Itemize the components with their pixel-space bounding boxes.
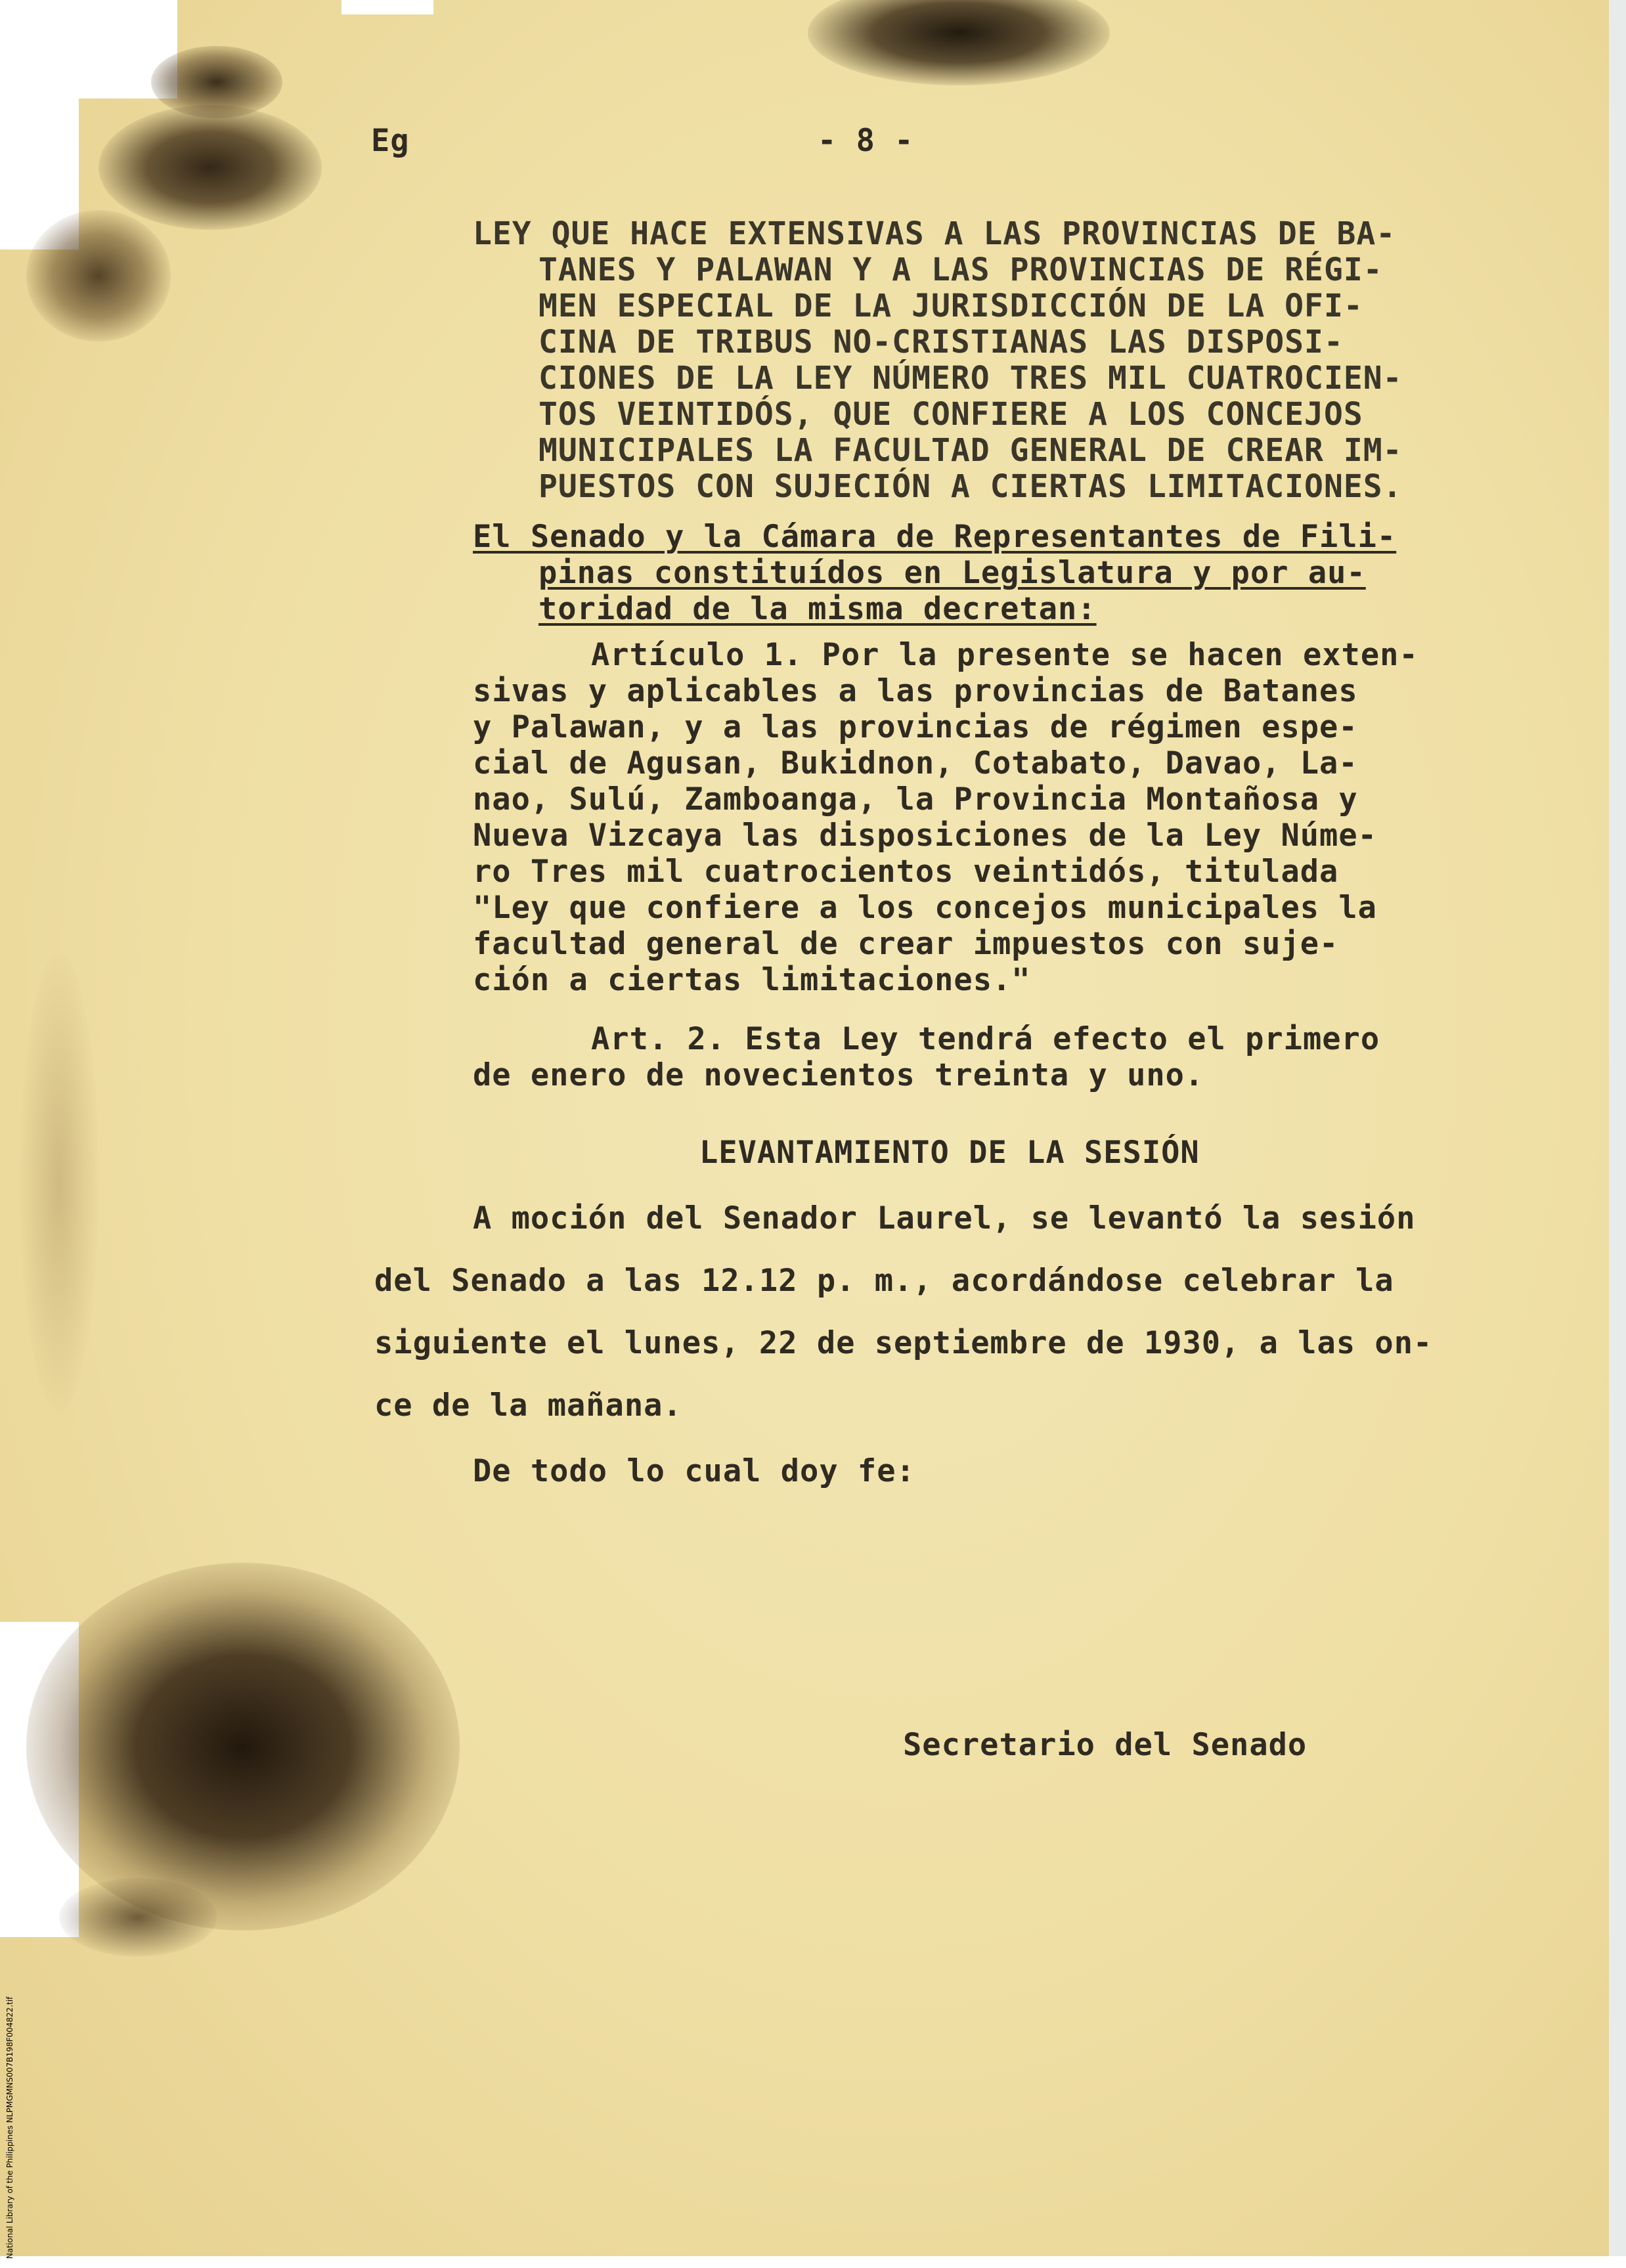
title-line: LEY QUE HACE EXTENSIVAS A LAS PROVINCIAS DE BA- bbox=[473, 215, 1396, 252]
burn-mark-top-left bbox=[99, 105, 322, 230]
burn-mark-top-left-2 bbox=[151, 46, 282, 118]
article-1-line: y Palawan, y a las provincias de régimen espe- bbox=[473, 709, 1358, 745]
article-1-line: ción a ciertas limitaciones." bbox=[473, 962, 1031, 998]
burn-mark-bottom-left bbox=[26, 1563, 460, 1930]
article-2-line: de enero de novecientos treinta y uno. bbox=[473, 1057, 1204, 1093]
title-line: MEN ESPECIAL DE LA JURISDICCIÓN DE LA OFI- bbox=[538, 288, 1363, 324]
article-1-line: cial de Agusan, Bukidnon, Cotabato, Davao, La- bbox=[473, 745, 1358, 781]
article-1-line: sivas y aplicables a las provincias de Batanes bbox=[473, 673, 1358, 709]
article-2-line: Art. 2. Esta Ley tendrá efecto el primero bbox=[591, 1021, 1380, 1057]
article-1-line: Nueva Vizcaya las disposiciones de la Ley Núme- bbox=[473, 818, 1377, 854]
article-1-line: "Ley que confiere a los concejos municipales la bbox=[473, 890, 1377, 926]
article-1-line: nao, Sulú, Zamboanga, la Provincia Montañosa y bbox=[473, 781, 1358, 818]
title-line: CINA DE TRIBUS NO-CRISTIANAS LAS DISPOSI- bbox=[538, 324, 1344, 360]
burn-mark-left-mid bbox=[20, 952, 99, 1412]
adjournment-line: siguiente el lunes, 22 de septiembre de 1930, a las on- bbox=[374, 1325, 1433, 1361]
burn-mark-left-edge bbox=[26, 210, 171, 341]
closing-attestation: De todo lo cual doy fe: bbox=[473, 1453, 915, 1489]
title-line: TANES Y PALAWAN Y A LAS PROVINCIAS DE RÉGI- bbox=[538, 251, 1383, 288]
article-1-line: Artículo 1. Por la presente se hacen exten- bbox=[591, 637, 1418, 673]
article-1-line: facultad general de crear impuestos con suje- bbox=[473, 926, 1339, 962]
section-heading: LEVANTAMIENTO DE LA SESIÓN bbox=[699, 1135, 1200, 1171]
title-line: MUNICIPALES LA FACULTAD GENERAL DE CREAR IM- bbox=[538, 432, 1403, 469]
title-line: CIONES DE LA LEY NÚMERO TRES MIL CUATROCIEN- bbox=[538, 360, 1403, 397]
torn-edge-top-mid bbox=[341, 0, 433, 14]
scan-margin-right bbox=[1609, 0, 1626, 2268]
signature-title: Secretario del Senado bbox=[903, 1727, 1307, 1763]
page-number: - 8 - bbox=[818, 123, 914, 159]
adjournment-line: A moción del Senador Laurel, se levantó la sesión bbox=[473, 1200, 1416, 1236]
burn-mark-lower-left-small bbox=[59, 1878, 217, 1957]
typist-initials: Eg bbox=[371, 123, 410, 159]
burn-mark-top-center bbox=[808, 0, 1110, 85]
article-1-line: ro Tres mil cuatrocientos veintidós, titulada bbox=[473, 854, 1339, 890]
enacting-line: toridad de la misma decretan: bbox=[538, 591, 1097, 627]
enacting-line: El Senado y la Cámara de Representantes de Fili- bbox=[473, 519, 1397, 555]
title-line: TOS VEINTIDÓS, QUE CONFIERE A LOS CONCEJOS bbox=[538, 396, 1363, 433]
enacting-line: pinas constituídos en Legislatura y por au- bbox=[538, 555, 1366, 591]
adjournment-line: del Senado a las 12.12 p. m., acordándose celebrar la bbox=[374, 1263, 1394, 1299]
title-line: PUESTOS CON SUJECIÓN A CIERTAS LIMITACIONES. bbox=[538, 468, 1403, 505]
adjournment-line: ce de la mañana. bbox=[374, 1387, 682, 1424]
archive-side-label: National Library of the Philippines NLPMGMNS007B198F004822.tif bbox=[5, 1996, 14, 2259]
archive-footer bbox=[0, 2256, 1626, 2268]
